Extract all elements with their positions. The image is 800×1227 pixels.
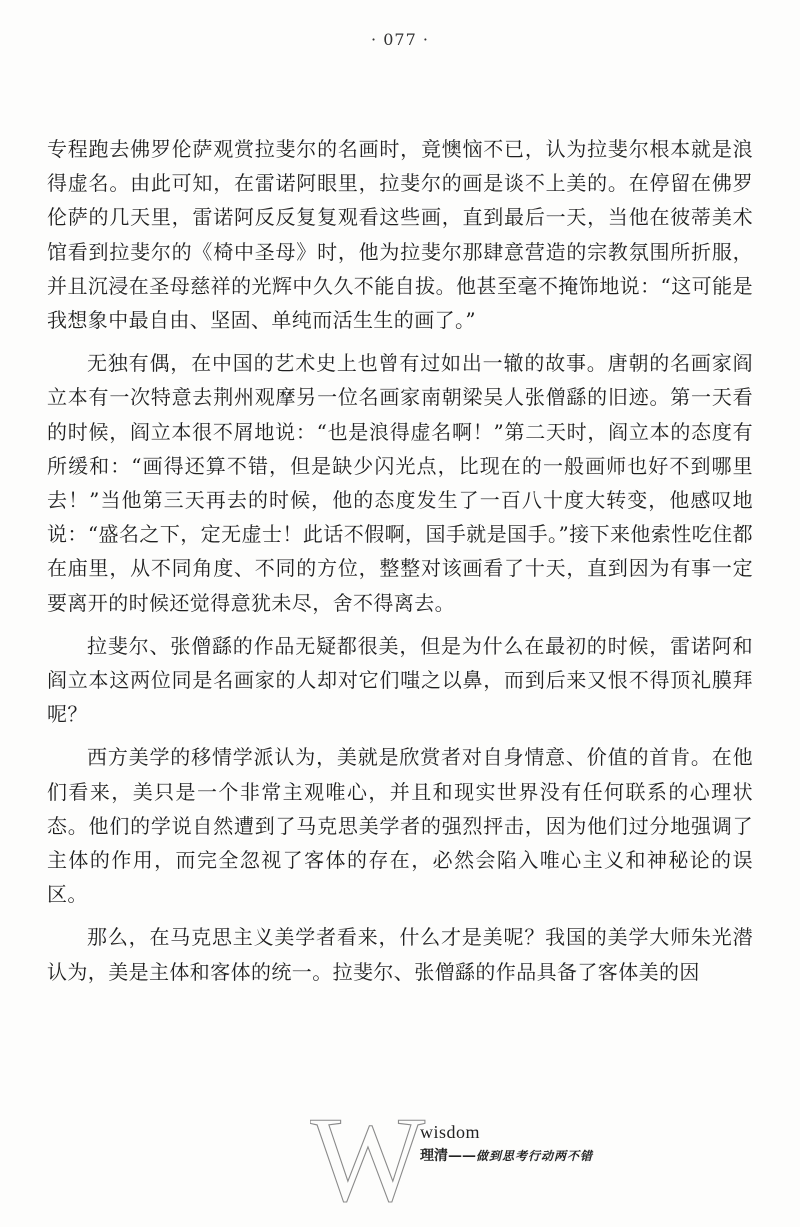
brand-name: wisdom [420, 1122, 481, 1142]
paragraph-5: 那么，在马克思主义美学者看来，什么才是美呢？我国的美学大师朱光潜认为，美是主体和客体的统一。拉斐尔、张僧繇的作品具备了客体美的因 [47, 925, 753, 984]
footer-logo [310, 1100, 650, 1210]
page-number: · 077 · [371, 30, 429, 49]
paragraph-4: 西方美学的移情学派认为，美就是欣赏者对自身情意、价值的首肯。在他们看来，美只是一个非常主观唯心，并且和现实世界没有任何联系的心理状态。他们的学说自然遭到了马克思美学者的强烈抨击，因为他们过分地强调了主体的作用，而完全忽视了客体的存在，必然会陷入唯心主义和神秘论的误区。 [47, 745, 753, 907]
series-line [420, 1145, 593, 1165]
paragraph-2: 无独有偶，在中国的艺术史上也曾有过如出一辙的故事。唐朝的名画家阎立本有一次特意去荆州观摩另一位名画家南朝梁吴人张僧繇的旧迹。第一天看的时候，阎立本很不屑地说：“也是浪得虚名啊！”第二天时，阎立本的态度有所缓和：“画得还算不错，但是缺少闪光点，比现在的一般画师也好不到哪里去！”当他第三天再去的时候，他的态度发生了一百八十度大转变，他感叹地说：“盛名之下，定无虚士！此话不假啊，国手就是国手。”接下来他索性吃住都在庙里，从不同角度、不同的方位，整整对该画看了十天，直到因为有事一定要离开的时候还觉得意犹未尽，舍不得离去。 [47, 351, 753, 615]
body-text [47, 132, 753, 998]
logo-letter: W [310, 1100, 426, 1210]
series-title: 理清 [420, 1148, 448, 1164]
paragraph-1: 专程跑去佛罗伦萨观赏拉斐尔的名画时，竟懊恼不已，认为拉斐尔根本就是浪得虚名。由此可知，在雷诺阿眼里，拉斐尔的画是谈不上美的。在停留在佛罗伦萨的几天里，雷诺阿反反复复观看这些画，直到最后一天，当他在彼蒂美术馆看到拉斐尔的《椅中圣母》时，他为拉斐尔那肆意营造的宗教氛围所折服，并且沉浸在圣母慈祥的光辉中久久不能自拔。他甚至毫不掩饰地说：“这可能是我想象中最自由、坚固、单纯而活生生的画了。” [47, 137, 753, 333]
series-dash: —— [448, 1148, 476, 1164]
paragraph-3: 拉斐尔、张僧繇的作品无疑都很美，但是为什么在最初的时候，雷诺阿和阎立本这两位同是名画家的人却对它们嗤之以鼻，而到后来又恨不得顶礼膜拜呢？ [47, 633, 753, 727]
series-tagline: 做到思考行动两不错 [476, 1149, 594, 1163]
